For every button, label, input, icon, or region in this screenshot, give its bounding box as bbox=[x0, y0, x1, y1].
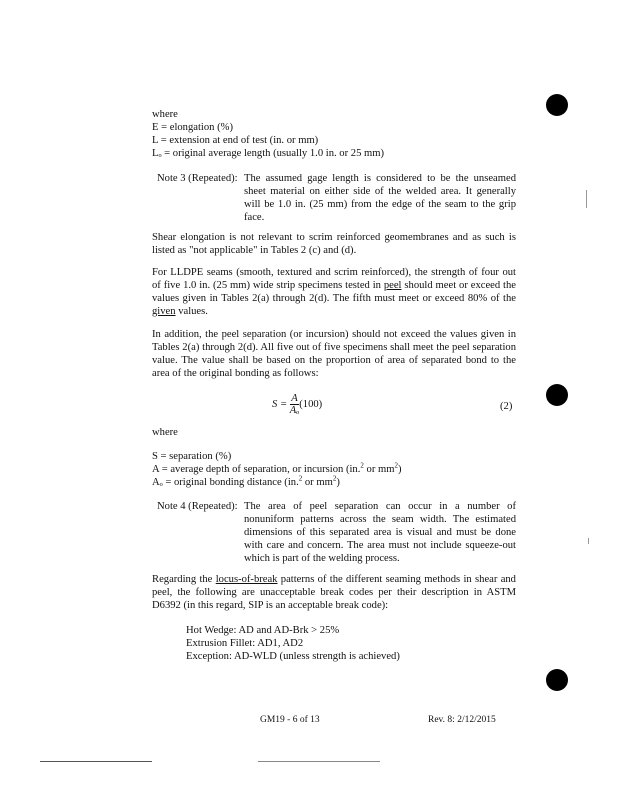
scan-mark-mid bbox=[258, 761, 380, 762]
scan-mark-right-edge bbox=[586, 190, 587, 208]
footer-revision: Rev. 8: 2/12/2015 bbox=[428, 715, 496, 725]
paragraph-peel-separation: In addition, the peel separation (or incursion) should not exceed the values given in Tables 2(a) through 2(d). All five out of five specimens shall meet the peel separation value. The value shall be based on the proportion of area of separated bond to the area of the original bonding as follows: bbox=[152, 329, 516, 379]
note3-text: The assumed gage length is considered to be the unseamed sheet material on either side of the welded area. It generally will be 1.0 in. (25 mm) from the edge of the seam to the grip face. bbox=[244, 173, 516, 223]
break-code-extrusion-fillet: Extrusion Fillet: AD1, AD2 bbox=[186, 638, 304, 649]
definition-s: S = separation (%) bbox=[152, 451, 232, 462]
where-label-1: where bbox=[152, 109, 178, 120]
definition-ao-text-3: ) bbox=[336, 477, 340, 488]
definition-ao-text: Aₒ = original bonding distance (in. bbox=[152, 477, 299, 488]
footer-page-number: GM19 - 6 of 13 bbox=[260, 715, 320, 725]
where-label-2: where bbox=[152, 427, 178, 438]
lldpe-text-2: should meet or exceed the values given in Tables 2(a) through 2(d). The fifth must meet or exceed 80% of the bbox=[152, 280, 516, 304]
equation-denominator: Aₒ bbox=[289, 405, 300, 416]
scan-mark-right-edge-2 bbox=[588, 538, 589, 544]
equation-number: (2) bbox=[500, 401, 513, 412]
definition-a-text-2: or mm bbox=[363, 464, 395, 475]
note3-label: Note 3 (Repeated): bbox=[157, 173, 238, 184]
break-code-exception: Exception: AD-WLD (unless strength is achieved) bbox=[186, 651, 400, 662]
definition-l: L = extension at end of test (in. or mm) bbox=[152, 135, 319, 146]
locus-text-1: Regarding the bbox=[152, 574, 216, 585]
scan-mark-left bbox=[40, 761, 152, 762]
note4-text: The area of peel separation can occur in a number of nonuniform patterns across the seam width. The estimated dimensions of this separated area is visual and must be done with care and concern. The area must not include squeeze-out which is part of the welding process. bbox=[244, 501, 516, 564]
definition-a-sup-1: 2 bbox=[360, 461, 364, 470]
definition-ao bbox=[152, 476, 340, 489]
paragraph-shear-elongation: Shear elongation is not relevant to scrim reinforced geomembranes and as such is listed as "not applicable" in Tables 2 (c) and (d). bbox=[152, 232, 516, 256]
definition-a-text: A = average depth of separation, or incursion (in. bbox=[152, 464, 361, 475]
locus-of-break-underlined: locus-of-break bbox=[215, 574, 278, 585]
punch-hole-middle bbox=[546, 384, 568, 406]
equation-2 bbox=[272, 393, 322, 416]
definition-a bbox=[152, 463, 402, 476]
equation-lhs: S = bbox=[272, 398, 288, 410]
definition-lo: Lₒ = original average length (usually 1.0 in. or 25 mm) bbox=[152, 148, 385, 159]
punch-hole-top bbox=[546, 94, 568, 116]
lldpe-peel-underlined: peel bbox=[383, 280, 402, 291]
lldpe-text-1: For LLDPE seams (smooth, textured and scrim reinforced), the strength of four out of five 1.0 in. (25 mm) wide strip specimens tested in bbox=[152, 267, 516, 291]
definition-a-text-3: ) bbox=[397, 464, 402, 475]
break-code-hot-wedge: Hot Wedge: AD and AD-Brk > 25% bbox=[186, 625, 340, 636]
punch-hole-bottom bbox=[546, 669, 568, 691]
equation-fraction bbox=[290, 393, 300, 416]
lldpe-given-underlined: given bbox=[152, 306, 176, 317]
definition-e: E = elongation (%) bbox=[152, 122, 233, 133]
paragraph-lldpe bbox=[152, 266, 516, 318]
lldpe-text-3: values. bbox=[175, 306, 208, 317]
definition-ao-sup-2: 2 bbox=[332, 474, 337, 483]
equation-factor: (100) bbox=[299, 398, 323, 410]
equation-numerator: A bbox=[291, 393, 298, 404]
definition-ao-text-2: or mm bbox=[302, 477, 333, 488]
definition-ao-sup-1: 2 bbox=[298, 474, 303, 483]
note4-label: Note 4 (Repeated): bbox=[157, 501, 238, 512]
definition-a-sup-2: 2 bbox=[394, 461, 398, 470]
paragraph-locus-of-break bbox=[152, 573, 516, 612]
locus-text-2: patterns of the different seaming methods in shear and peel, the following are unacceptable break codes per their description in ASTM D6392 (in this regard, SIP is an acceptable break code): bbox=[152, 574, 516, 611]
